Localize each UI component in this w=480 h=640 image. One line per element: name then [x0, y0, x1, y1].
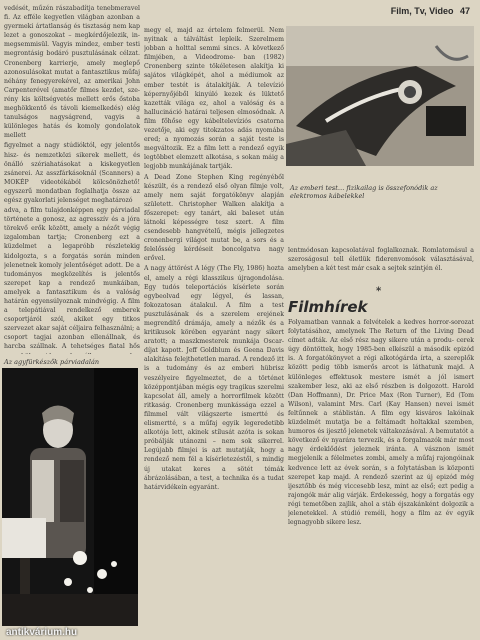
- text-line: és lassan, fokozatosan átalakul.: [144, 292, 284, 309]
- text-line: A Dead Zone Stephen King regényéből: [144, 173, 284, 181]
- text-line: s a műfaj egyik legeredetibb alkotója: [144, 420, 284, 437]
- text-line: hatás és komoly gondolatok mellett: [4, 123, 140, 140]
- text-line: A forgatókönyvet a régi alkotógárda: [298, 355, 421, 363]
- text-line: története a gonosz, az agresszív és a jóra: [4, 216, 140, 224]
- text-line: készült, és a rendező első olyan filmje: [144, 182, 271, 190]
- text-line: kapott. Jeff Goldblum és Geena Davis: [161, 347, 284, 355]
- text-line: A vásznon ismét megjelenik a: [288, 446, 474, 463]
- text-line: körében egyaránt nagy sikert aratott;: [144, 329, 284, 346]
- text-line: Legújabb filmjei is azt mutatják,: [144, 447, 261, 455]
- text-line: alakítja a főszerepet: egy tanárt, aki: [144, 200, 284, 217]
- text-line: tervezik, és a forgalmazók már most: [358, 437, 474, 445]
- text-line: lesz, mint az első; ezt pedig a: [377, 482, 474, 490]
- column-3-upper-text: [288, 246, 474, 284]
- text-line: rény kis költségvetés mellett erős őstoba: [4, 95, 140, 103]
- text-line: A film a telepátiával rendelkező: [4, 298, 140, 315]
- text-line: megsemmisül. Vagyis mindez, ember testi: [4, 41, 140, 49]
- text-line: s mindig új utakat keres a sötét: [144, 456, 284, 473]
- text-line: a gyermeki ártatlanság és tisztaság nem kap: [4, 14, 140, 31]
- paragraph: [4, 141, 140, 205]
- text-line: ban (1982) Cronenberg szinte tökéletesen: [144, 54, 284, 71]
- watermark-antikvarium: antikvárium.hu: [6, 627, 78, 638]
- text-line: kezek és lüktető kazetták világa ez,: [144, 90, 284, 107]
- column-2-text: [144, 26, 284, 636]
- text-line: és a tudat határvidékein egyaránt.: [144, 474, 284, 491]
- text-line: horror-sorozat folytatásához, amelynek: [288, 319, 474, 336]
- text-line: meghökkentő és távoli kiemelkedés) elég: [4, 105, 140, 113]
- photo-machine-body: [286, 26, 474, 166]
- text-line: amelyek a fantasztikum és a valóság: [4, 288, 140, 296]
- text-line: év egyik legnagyobb sikere lesz.: [288, 509, 474, 527]
- text-line: küzdelmét mutatja be a feltámadt: [288, 419, 411, 427]
- text-line: jelenetnek komoly jelentőséget adott.: [4, 261, 126, 269]
- text-line: Max (Ron Turner), Ed (Tom Wilson),: [288, 391, 474, 408]
- text-line: kidolgozta, s a forgatás során minden: [4, 252, 140, 260]
- text-line: Harold (Dan Hoffmann), Dr. Price: [288, 382, 474, 399]
- text-line: cerek úgy döntöttek, hogy 1985-ben: [288, 337, 474, 354]
- text-line: drámája, amely a nézők és a kritikusok: [144, 320, 284, 337]
- text-line: néhány fenegyerekével, az amerikai John: [4, 77, 140, 85]
- text-line: a maszkmesterek munkája Oscar-díjat: [144, 338, 284, 355]
- text-line: alakítja ki sajátos világképét, ahol a: [144, 63, 284, 80]
- text-line: fiderenvomósok választásával, amelyben: [288, 256, 474, 273]
- text-line: újragondolása. Egy tudós teleportációs: [144, 274, 284, 291]
- text-line: holtakkal szemben, humoros és: [288, 419, 474, 436]
- text-line: Az első rész nagy sikere után a produ-: [330, 337, 457, 345]
- text-line: alapján született. Christopher Walken: [144, 191, 284, 208]
- photo-2-caption: Az emberi test… fizikailag is összefonódik az elektromos kábelekkel: [290, 184, 438, 200]
- text-line: éjszakánként dolgozik a jelenetekkel.: [288, 500, 474, 517]
- text-line: médiumok az ember testét is átalakítják.: [144, 72, 284, 89]
- text-line: kísérlete során egybeolvad egy légyel,: [144, 283, 284, 300]
- text-line: a két test már csak a sejtek szintjén él.: [320, 265, 443, 273]
- text-line: próbálják utánozni – nem sok sikerrel.: [144, 438, 284, 446]
- text-line: de a történet középpontjában mégis: [144, 374, 284, 391]
- text-line: régi temetőben zajlik, ahol a stáb: [288, 500, 398, 508]
- text-line: A nagy áttörést A légy (The Fly,: [144, 265, 247, 273]
- text-line: vezetője, aki egy titokzatos adás: [144, 127, 256, 135]
- text-line: a saját teste is megváltozik.: [144, 136, 284, 153]
- text-line: lentmódosan kapcsolatával foglalkoznak.: [288, 247, 423, 254]
- paragraph: [144, 26, 284, 172]
- paragraph: [4, 206, 140, 354]
- text-line: hisz- és nemzetközi sikerek mellett, és: [4, 151, 140, 159]
- text-line: ijesztő jelenetek váltakozásával.: [326, 428, 430, 436]
- text-line: szerepet kap a rendező munkáiban,: [4, 279, 140, 287]
- text-line: félelmetes zombi, amely a műfaj: [331, 455, 437, 463]
- text-line: kérdéseit boncolgatva nagy erővel.: [144, 246, 284, 263]
- section-title-filmhirek: Filmhírek: [288, 298, 368, 316]
- paragraph: [288, 318, 474, 527]
- text-line: különleges effektusok mestere ismét: [288, 373, 428, 381]
- text-line: vedését, műzén rászabadítja tenebmeravel: [4, 5, 140, 12]
- text-line: A film egy kisváros lakóinak: [371, 409, 474, 417]
- text-line: rajongóinak kedvence lett az: [288, 455, 474, 472]
- text-line: hogy a rendező nem fél a kísérletezéstől,: [144, 447, 284, 464]
- text-line: témák ábrázolásában, a test, a technika: [144, 465, 284, 482]
- text-line: vált világszerte ismertté és elismertté,: [144, 410, 284, 428]
- text-line: mutat be, a sors és a felelősség: [144, 237, 284, 254]
- text-line: ismerős arcot is láthatunk majd. A: [352, 364, 474, 372]
- text-line: nagy érdeklődést jeleznek iránta.: [288, 446, 414, 454]
- text-line: írta, a szereplők között pedig több: [288, 355, 474, 372]
- text-line: Folyamatban vannak a felvételek a kedves: [288, 319, 429, 326]
- photo-film-still-left: [2, 368, 138, 626]
- text-line: ahol a valóság és a hallucináció: [144, 99, 284, 116]
- text-line: végig izgalomban tartja; Cronenberg: [4, 225, 140, 242]
- text-line: baleset után látnoki képességre tesz: [144, 209, 284, 226]
- text-line: MOKÉP videotékából kölcsönözhető!: [4, 178, 140, 186]
- text-line: törekvő erők között, amely a nézőt: [4, 225, 123, 233]
- text-line: Romlatomásul a szeroságosul tell életlük: [288, 247, 474, 264]
- text-line: felhasználni; a csoport tagjai azonban: [4, 325, 140, 342]
- text-line: Érdekesség, hogy a forgatás egy: [370, 491, 474, 499]
- photo-1-caption: Az agyfürkészők párviadalán: [4, 358, 100, 366]
- text-line: máig a legjobb munkájának tartják.: [144, 154, 284, 171]
- text-line: mégis jellegzetes cronenbergi világot: [144, 228, 284, 245]
- paragraph: [144, 173, 284, 264]
- text-line: Cronenberg munkássága ezzel a filmmel: [144, 401, 284, 418]
- text-line: A tehetséges fiatal hős: [61, 343, 140, 351]
- text-line: nevei ismét feltűnnek a stáblistán.: [288, 400, 474, 417]
- text-line: nyitnak a tálváltást lepleik. Szerelmem: [144, 36, 284, 44]
- text-line: amely a horrorfilmek között ritkaság.: [144, 392, 284, 409]
- text-line: fi. Az efféle kegyetlen világban azonban: [4, 14, 137, 22]
- text-line: lezet a gonoszokat – megkérdőjelezik, in-: [4, 32, 140, 40]
- text-line: ezt a küzdelmet a legapróbb részletekig: [4, 234, 140, 251]
- text-line: egy tragikus szerelmi kapcsolat áll,: [144, 383, 284, 400]
- text-line: megrontásig bodáró pusztulásának célzat.: [4, 50, 140, 58]
- text-line: az első részben is dolgozott.: [355, 382, 453, 390]
- text-line: egyszerű mondatban foglalhatja össze az: [4, 187, 140, 195]
- column-3-lower-text: [288, 318, 474, 636]
- text-line: ellenállnak, és harcba szállnak.: [4, 334, 140, 351]
- text-line: jobban a holttal semmi sincs.: [144, 45, 245, 53]
- text-line: zsánerei. Az asszfárkásoknál (Scanners) a: [4, 169, 140, 177]
- paragraph: [288, 246, 474, 273]
- text-line: évek során, s a folytatásban is: [344, 464, 448, 472]
- text-line: figyelmet a nagy stúdióktól, egy jelentős: [4, 142, 140, 150]
- text-line: Ez a film lett a rendező egyik: [186, 145, 284, 153]
- text-line: rajongók már alig várják.: [288, 491, 371, 499]
- text-line: alakítása felejthetetlen marad.: [144, 356, 243, 364]
- text-line: szert. A film csendesebb hangvételű,: [144, 218, 284, 236]
- text-line: emberi hübrisz veszélyeire figyelmeztet,: [144, 365, 284, 382]
- paragraph: [144, 264, 284, 491]
- text-line: azonosulásokat mutat a fantasztikus műfaj: [4, 68, 140, 76]
- text-line: még ijesztőbb és még viccesebb: [288, 473, 474, 490]
- text-line: legtöbbet elemzett alkotása, s sokan: [144, 154, 263, 162]
- text-line: Cronenberg karrierje, amely meglepő: [4, 59, 140, 67]
- text-line: A stúdió reméli, hogy a film az: [332, 509, 446, 517]
- page-header: [391, 6, 470, 16]
- paragraph: [4, 4, 140, 140]
- machine-body-image: [286, 26, 474, 166]
- text-line: A rendező itt is a tudomány és az: [144, 356, 284, 373]
- text-line: De a tudományos megközelítés is jelentős: [4, 261, 140, 278]
- text-line: A televízió képernyőjéből kinyúló: [144, 81, 284, 98]
- text-line: a jól ismert szakember lesz, aki: [288, 373, 474, 390]
- text-line: volt, amely nem saját forgatókönyv: [144, 182, 284, 199]
- text-line: 1986) hozta el, amely a régi klasszikus: [144, 265, 284, 282]
- text-line: központi szerepet kap majd.: [288, 464, 474, 481]
- text-line: A következő filmjében, a Videodrome-: [144, 45, 284, 62]
- text-line: A film a test pusztulásának és a: [144, 301, 284, 318]
- section-divider-asterisk: *: [376, 286, 382, 297]
- text-line: A bemutatót a következő év nyarára: [288, 428, 474, 445]
- text-line: elkészül a második epizód is.: [288, 346, 474, 363]
- text-line: határai teljesen elmosódnak. A film: [144, 108, 284, 125]
- text-line: titkos szervezet akar saját céljaira: [4, 316, 140, 333]
- header-page-number: 47: [459, 6, 470, 16]
- text-line: nyomába ered; a nyomozás során: [144, 127, 284, 144]
- text-line: adva, a film tulajdonképpen egy párviadal: [4, 207, 140, 215]
- text-line: egész gyakorlati jelenséget meghatározó: [4, 196, 133, 204]
- text-line: határán egyensúlyoznak mindvégig.: [4, 298, 121, 305]
- text-line: szerelem erejének megrendítő: [144, 310, 284, 327]
- header-section: Film, Tv, Video: [390, 6, 454, 16]
- text-line: főhőse egy kábeltelevíziós csatorna: [161, 117, 284, 125]
- text-line: emberek csoportjáról szól, akiket egy: [4, 307, 140, 324]
- film-still-image: [2, 368, 138, 626]
- text-line: lett, akinek stílusát azóta is sokan: [172, 429, 284, 437]
- text-line: tanulságos nagyságrend, vagyis a különleges: [4, 114, 140, 131]
- text-line: A rendező szerint az új epizód: [354, 473, 461, 481]
- text-line: önálló szériahatásokat a kiskegyetlen: [4, 160, 140, 168]
- column-1-text: [4, 4, 140, 354]
- text-line: The Return of the Living Dead címet adták.: [288, 328, 474, 345]
- text-line: valamint Mrs. Carl (Kay Hansen): [317, 400, 436, 408]
- text-line: megy el, majd az értelem felmerül. Nem: [144, 27, 284, 34]
- text-line: Carpenterével (amatőr filmes kezdet, sze-: [4, 86, 140, 94]
